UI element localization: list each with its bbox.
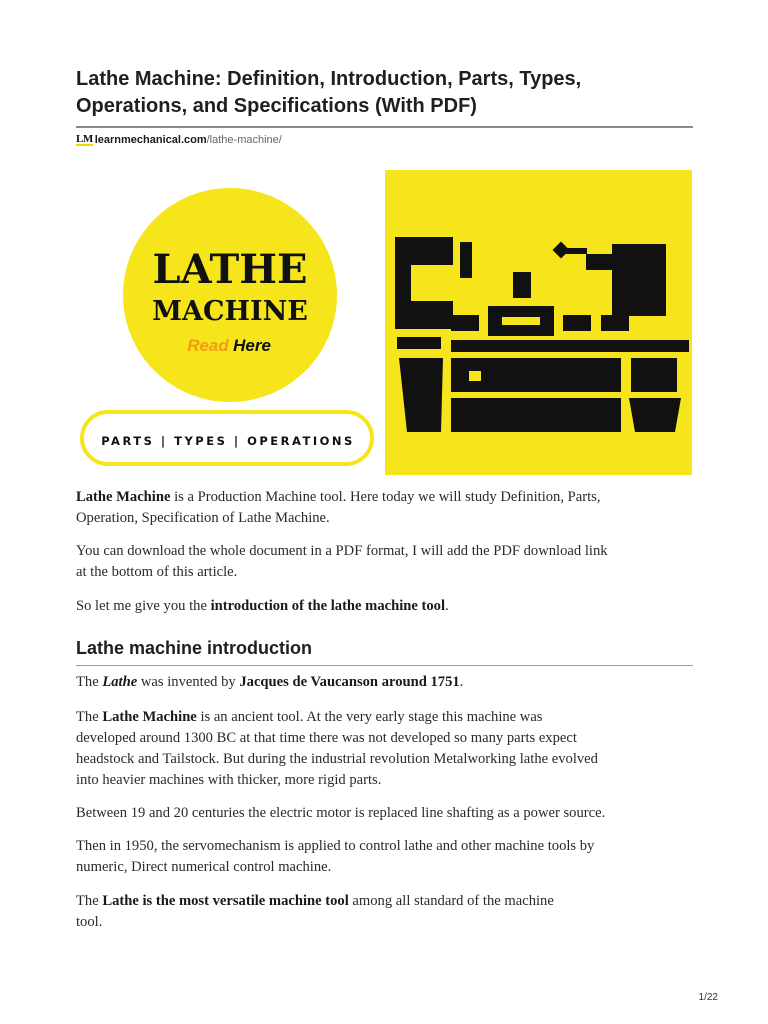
intro-line-1: is a Production Machine tool. Here today we will study Definition, Parts, [170,489,601,505]
source-path[interactable]: /lathe-machine/ [206,134,282,146]
paragraph-servo [76,836,696,878]
bold-inventor: Jacques de Vaucanson around 1751 [239,674,460,690]
intro-tool-suffix: . [445,598,449,614]
italic-lathe: Lathe [102,674,138,690]
badge-title-lathe: LATHE [152,246,308,293]
paragraph-invented [76,672,696,693]
invented-middle: was invented by [137,674,240,690]
intro-tool-prefix: So let me give you the [76,598,211,614]
page-number: 1/22 [698,992,718,1003]
history-line-3: headstock and Tailstock. But during the industrial revolution Metalworking lathe evolved [76,751,598,767]
title-line-2: Operations, and Specifications (With PDF) [76,95,477,117]
site-logo: LM [76,133,93,145]
versatile-prefix: The [76,893,103,909]
history-line-4: into heavier machines with thicker, more rigid parts. [76,772,382,788]
bold-versatile: Lathe is the most versatile machine tool [102,893,349,909]
bold-intro-tool: introduction of the lathe machine tool [210,598,446,614]
section-divider [76,665,693,666]
motor-line: Between 19 and 20 centuries the electric motor is replaced line shafting as a power source. [76,805,606,821]
title-divider [76,126,693,128]
download-line-1: You can download the whole document in a PDF format, I will add the PDF download link [76,543,608,559]
paragraph-history [76,707,696,791]
paragraph-motor [76,803,696,824]
history-prefix: The [76,709,103,725]
paragraph-versatile [76,891,696,933]
lathe-machine-pictogram-image [385,170,692,475]
paragraph-intro [76,487,696,529]
paragraph-download [76,541,696,583]
page-title [76,66,696,120]
servo-line-2: numeric, Direct numerical control machine. [76,859,332,875]
title-line-1: Lathe Machine: Definition, Introduction, Parts, Types, [76,68,582,90]
versatile-line-1: among all standard of the machine [348,893,554,909]
download-line-2: at the bottom of this article. [76,564,238,580]
source-domain[interactable]: learnmechanical.com [94,134,207,146]
lathe-machine-badge-image [76,170,386,475]
history-line-1: is an ancient tool. At the very early stage this machine was [196,709,543,725]
bold-lathe-machine-2: Lathe Machine [102,709,197,725]
bold-lathe-machine: Lathe Machine [76,489,171,505]
paragraph-intro-tool [76,596,696,617]
section-heading: Lathe machine introduction [76,638,313,658]
badge-title-machine: MACHINE [152,296,308,327]
badge-here-text: Here [233,336,271,355]
badge-circle [123,188,337,402]
source-link[interactable] [76,133,282,147]
versatile-line-2: tool. [76,914,103,930]
invented-suffix: . [459,674,464,690]
intro-line-2: Operation, Specification of Lathe Machine. [76,510,330,526]
badge-read-text: Read [187,336,229,355]
servo-line-1: Then in 1950, the servomechanism is applied to control lathe and other machine tools by [76,838,595,854]
tags-text: PARTS | TYPES | OPERATIONS [101,434,355,448]
history-line-2: developed around 1300 BC at that time there was not developed so many parts expect [76,730,577,746]
invented-prefix: The [76,674,103,690]
